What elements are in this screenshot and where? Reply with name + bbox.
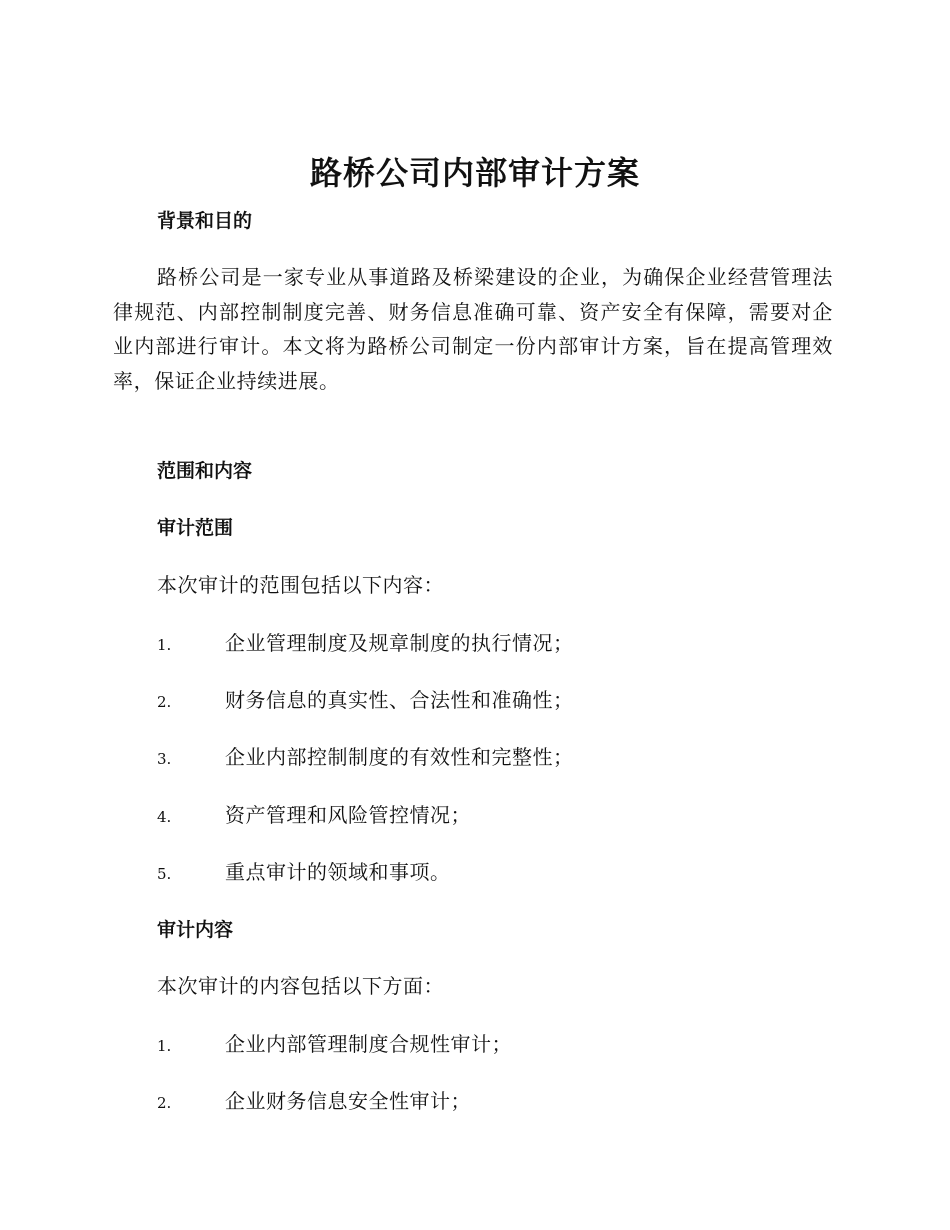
list-item bbox=[157, 742, 837, 772]
list-item-text: 重点审计的领域和事项。 bbox=[225, 860, 451, 884]
list-item bbox=[157, 800, 837, 830]
heading-scope-content: 范围和内容 bbox=[157, 460, 253, 482]
list-item-number: 2. bbox=[157, 1094, 172, 1112]
heading-audit-scope: 审计范围 bbox=[157, 517, 234, 539]
list-item-text: 企业内部管理制度合规性审计； bbox=[225, 1032, 512, 1056]
paragraph-background: 路桥公司是一家专业从事道路及桥梁建设的企业，为确保企业经营管理法律规范、内部控制制度完善、财务信息准确可靠、资产安全有保障，需要对企业内部进行审计。本文将为路桥公司制定一份内部审计方案，旨在提高管理效率，保证企业持续进展。 bbox=[113, 265, 833, 393]
list-item bbox=[157, 628, 837, 658]
heading-audit-content: 审计内容 bbox=[157, 919, 234, 941]
list-item bbox=[157, 1086, 837, 1116]
list-item-text: 资产管理和风险管控情况； bbox=[225, 803, 471, 827]
list-item-number: 1. bbox=[157, 636, 172, 654]
list-item-number: 2. bbox=[157, 693, 172, 711]
list-item-number: 3. bbox=[157, 750, 172, 768]
list-item-number: 5. bbox=[157, 865, 172, 883]
list-item-text: 财务信息的真实性、合法性和准确性； bbox=[225, 688, 574, 712]
list-item bbox=[157, 685, 837, 715]
list-item bbox=[157, 1029, 837, 1059]
list-item-text: 企业内部控制制度的有效性和完整性； bbox=[225, 745, 574, 769]
list-item bbox=[157, 857, 837, 887]
list-item-text: 企业管理制度及规章制度的执行情况； bbox=[225, 631, 574, 655]
audit-content-intro: 本次审计的内容包括以下方面： bbox=[157, 974, 444, 998]
document-title: 路桥公司内部审计方案 bbox=[309, 154, 640, 192]
audit-scope-intro: 本次审计的范围包括以下内容： bbox=[157, 573, 444, 597]
heading-background: 背景和目的 bbox=[157, 210, 253, 232]
list-item-text: 企业财务信息安全性审计； bbox=[225, 1089, 471, 1113]
list-item-number: 4. bbox=[157, 808, 172, 826]
list-item-number: 1. bbox=[157, 1037, 172, 1055]
